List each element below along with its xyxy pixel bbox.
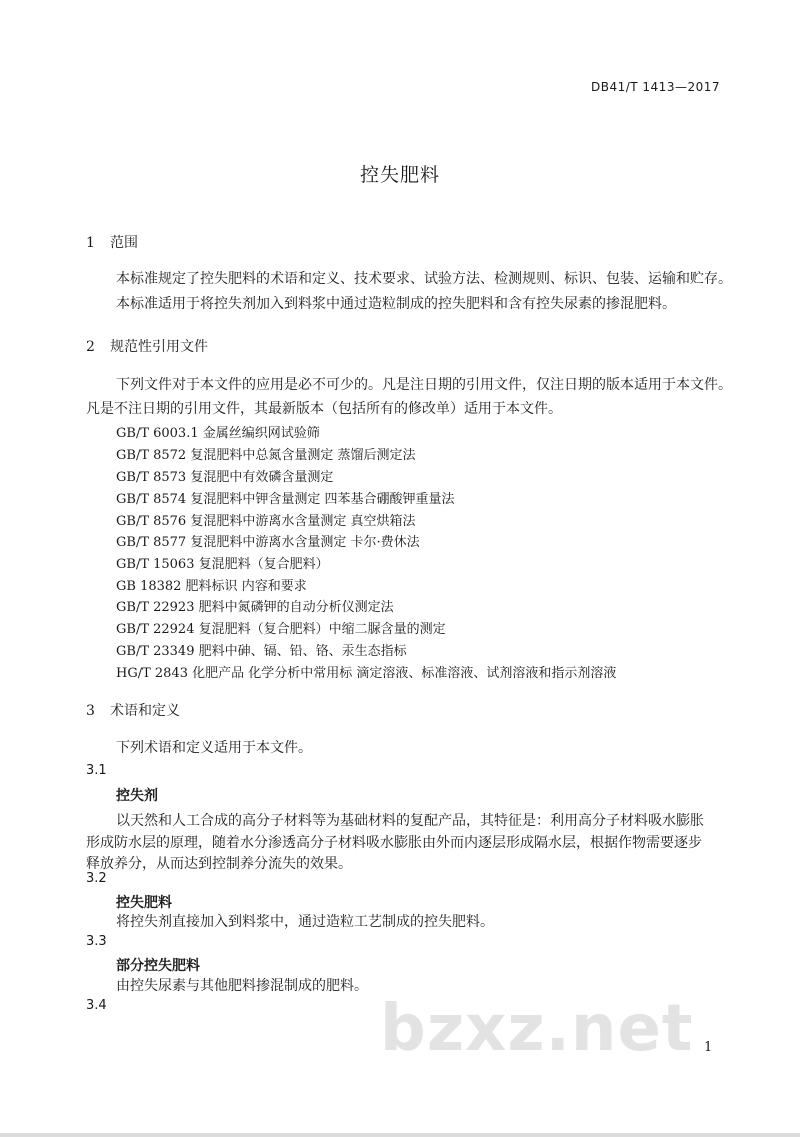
definition-line: 将控失剂直接加入到料浆中，通过造粒工艺制成的控失肥料。 [116,914,494,930]
reference-item: GB/T 8576 复混肥料中游离水含量测定 真空烘箱法 [116,514,416,529]
paragraph: 凡是不注日期的引用文件，其最新版本（包括所有的修改单）适用于本文件。 [86,401,562,417]
paragraph: 下列文件对于本文件的应用是必不可少的。凡是注日期的引用文件，仅注日期的版本适用于本文件。 [116,377,732,393]
term-name: 控失肥料 [116,895,172,911]
page-bottom-edge [0,1133,800,1137]
definition-line: 由控失尿素与其他肥料掺混制成的肥料。 [116,978,368,994]
reference-item: GB/T 22923 肥料中氮磷钾的自动分析仪测定法 [116,600,394,615]
term-number: 3.2 [86,871,107,886]
reference-item: GB/T 15063 复混肥料（复合肥料） [116,557,329,572]
page-number: 1 [704,1040,713,1055]
section-number: 1 [86,235,95,251]
paragraph: 本标准规定了控失肥料的术语和定义、技术要求、试验方法、检测规则、标识、包装、运输和贮存。 [116,271,732,287]
watermark: bzxz.net [380,992,694,1066]
reference-item: GB/T 8573 复混肥中有效磷含量测定 [116,470,334,485]
reference-item: GB 18382 肥料标识 内容和要求 [116,579,307,594]
reference-item: GB/T 8574 复混肥料中钾含量测定 四苯基合硼酸钾重量法 [116,492,455,507]
definition-line: 形成防水层的原理，随着水分渗透高分子材料吸水膨胀由外而内逐层形成隔水层，根据作物需要逐步 [86,835,702,851]
reference-item: GB/T 22924 复混肥料（复合肥料）中缩二脲含量的测定 [116,622,446,637]
reference-item: GB/T 6003.1 金属丝编织网试验筛 [116,426,320,441]
term-name: 控失剂 [116,788,158,804]
paragraph: 本标准适用于将控失剂加入到料浆中通过造粒制成的控失肥料和含有控失尿素的掺混肥料。 [116,296,676,312]
definition-line: 释放养分，从而达到控制养分流失的效果。 [86,856,352,872]
term-name: 部分控失肥料 [116,958,200,974]
paragraph: 下列术语和定义适用于本文件。 [116,740,312,756]
reference-item: GB/T 23349 肥料中砷、镉、铅、铬、汞生态指标 [116,644,407,659]
section-3-heading [86,700,180,720]
term-number: 3.1 [86,763,107,778]
reference-item: HG/T 2843 化肥产品 化学分析中常用标 滴定溶液、标准溶液、试剂溶液和指示剂溶液 [116,666,617,681]
document-title: 控失肥料 [359,164,440,186]
definition-line: 以天然和人工合成的高分子材料等为基础材料的复配产品，其特征是：利用高分子材料吸水膨胀 [116,813,704,829]
term-number: 3.4 [86,998,107,1013]
section-title: 规范性引用文件 [110,339,208,355]
section-2-heading [86,336,208,356]
standard-code: DB41/T 1413—2017 [590,80,720,94]
reference-item: GB/T 8577 复混肥料中游离水含量测定 卡尔·费休法 [116,535,420,550]
reference-item: GB/T 8572 复混肥料中总氮含量测定 蒸馏后测定法 [116,448,416,463]
section-1-heading [86,232,138,252]
section-number: 2 [86,339,95,355]
section-title: 范围 [110,235,138,251]
term-number: 3.3 [86,934,107,949]
section-number: 3 [86,703,95,719]
section-title: 术语和定义 [110,703,180,719]
